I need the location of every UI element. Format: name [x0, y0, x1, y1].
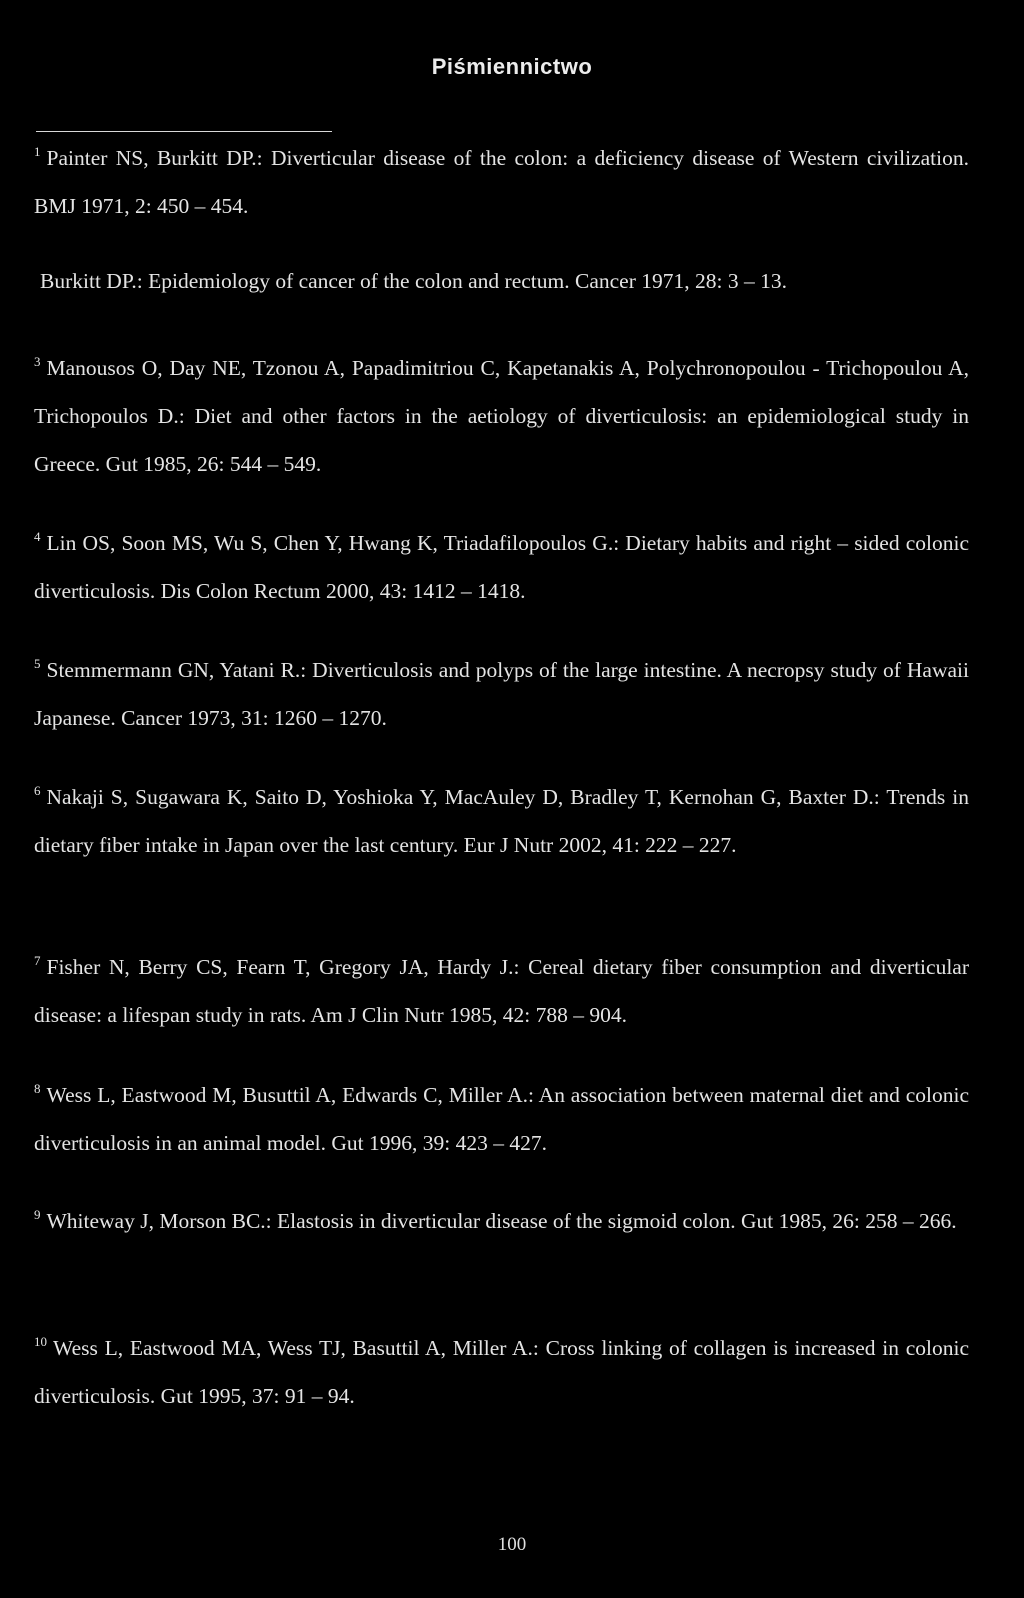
reference-6 [34, 773, 969, 869]
reference-number: 9 [34, 1207, 41, 1222]
reference-number: 1 [34, 144, 41, 159]
reference-number: 4 [34, 529, 41, 544]
reference-text: Whiteway J, Morson BC.: Elastosis in diverticular disease of the sigmoid colon. Gut 1985, 26: 258 – 266. [46, 1209, 957, 1233]
reference-number: 5 [34, 656, 41, 671]
footnote-divider [36, 131, 332, 132]
reference-7 [34, 943, 969, 1039]
reference-2 [34, 257, 969, 305]
reference-text: Burkitt DP.: Epidemiology of cancer of the colon and rectum. Cancer 1971, 28: 3 – 13. [40, 269, 787, 293]
reference-number: 7 [34, 953, 41, 968]
reference-10 [34, 1324, 969, 1420]
page-title: Piśmiennictwo [431, 54, 593, 79]
reference-text: Manousos O, Day NE, Tzonou A, Papadimitriou C, Kapetanakis A, Polychronopoulou - Trichopoulou A, Trichopoulos D.: Diet and other factors in the aetiology of diverticulosis: an epidemiological study in Greece. Gut 1985, 26: 544 – 549. [34, 356, 969, 476]
reference-text: Lin OS, Soon MS, Wu S, Chen Y, Hwang K, Triadafilopoulos G.: Dietary habits and right – sided colonic diverticulosis. Dis Colon Rectum 2000, 43: 1412 – 1418. [34, 531, 969, 603]
reference-text: Wess L, Eastwood M, Busuttil A, Edwards C, Miller A.: An association between maternal diet and colonic diverticulosis in an animal model. Gut 1996, 39: 423 – 427. [34, 1083, 969, 1155]
reference-number: 6 [34, 783, 41, 798]
reference-text: Nakaji S, Sugawara K, Saito D, Yoshioka Y, MacAuley D, Bradley T, Kernohan G, Baxter D.: Trends in dietary fiber intake in Japan over the last century. Eur J Nutr 2002, 41: 222 – 227. [34, 785, 969, 857]
reference-text: Wess L, Eastwood MA, Wess TJ, Basuttil A, Miller A.: Cross linking of collagen is increased in colonic diverticulosis. Gut 1995, 37: 91 – 94. [34, 1336, 969, 1408]
reference-text: Fisher N, Berry CS, Fearn T, Gregory JA, Hardy J.: Cereal dietary fiber consumption and diverticular disease: a lifespan study in rats. Am J Clin Nutr 1985, 42: 788 – 904. [34, 955, 969, 1027]
reference-8 [34, 1071, 969, 1167]
reference-4 [34, 519, 969, 615]
reference-1 [34, 134, 969, 230]
reference-text: Painter NS, Burkitt DP.: Diverticular disease of the colon: a deficiency disease of Western civilization. BMJ 1971, 2: 450 – 454. [34, 146, 969, 218]
page-number: 100 [497, 1534, 527, 1555]
reference-number: 3 [34, 354, 41, 369]
reference-9 [34, 1197, 969, 1245]
reference-number: 8 [34, 1081, 41, 1096]
reference-3 [34, 344, 969, 488]
reference-number: 10 [34, 1334, 47, 1349]
reference-5 [34, 646, 969, 742]
reference-text: Stemmermann GN, Yatani R.: Diverticulosis and polyps of the large intestine. A necropsy study of Hawaii Japanese. Cancer 1973, 31: 1260 – 1270. [34, 658, 969, 730]
